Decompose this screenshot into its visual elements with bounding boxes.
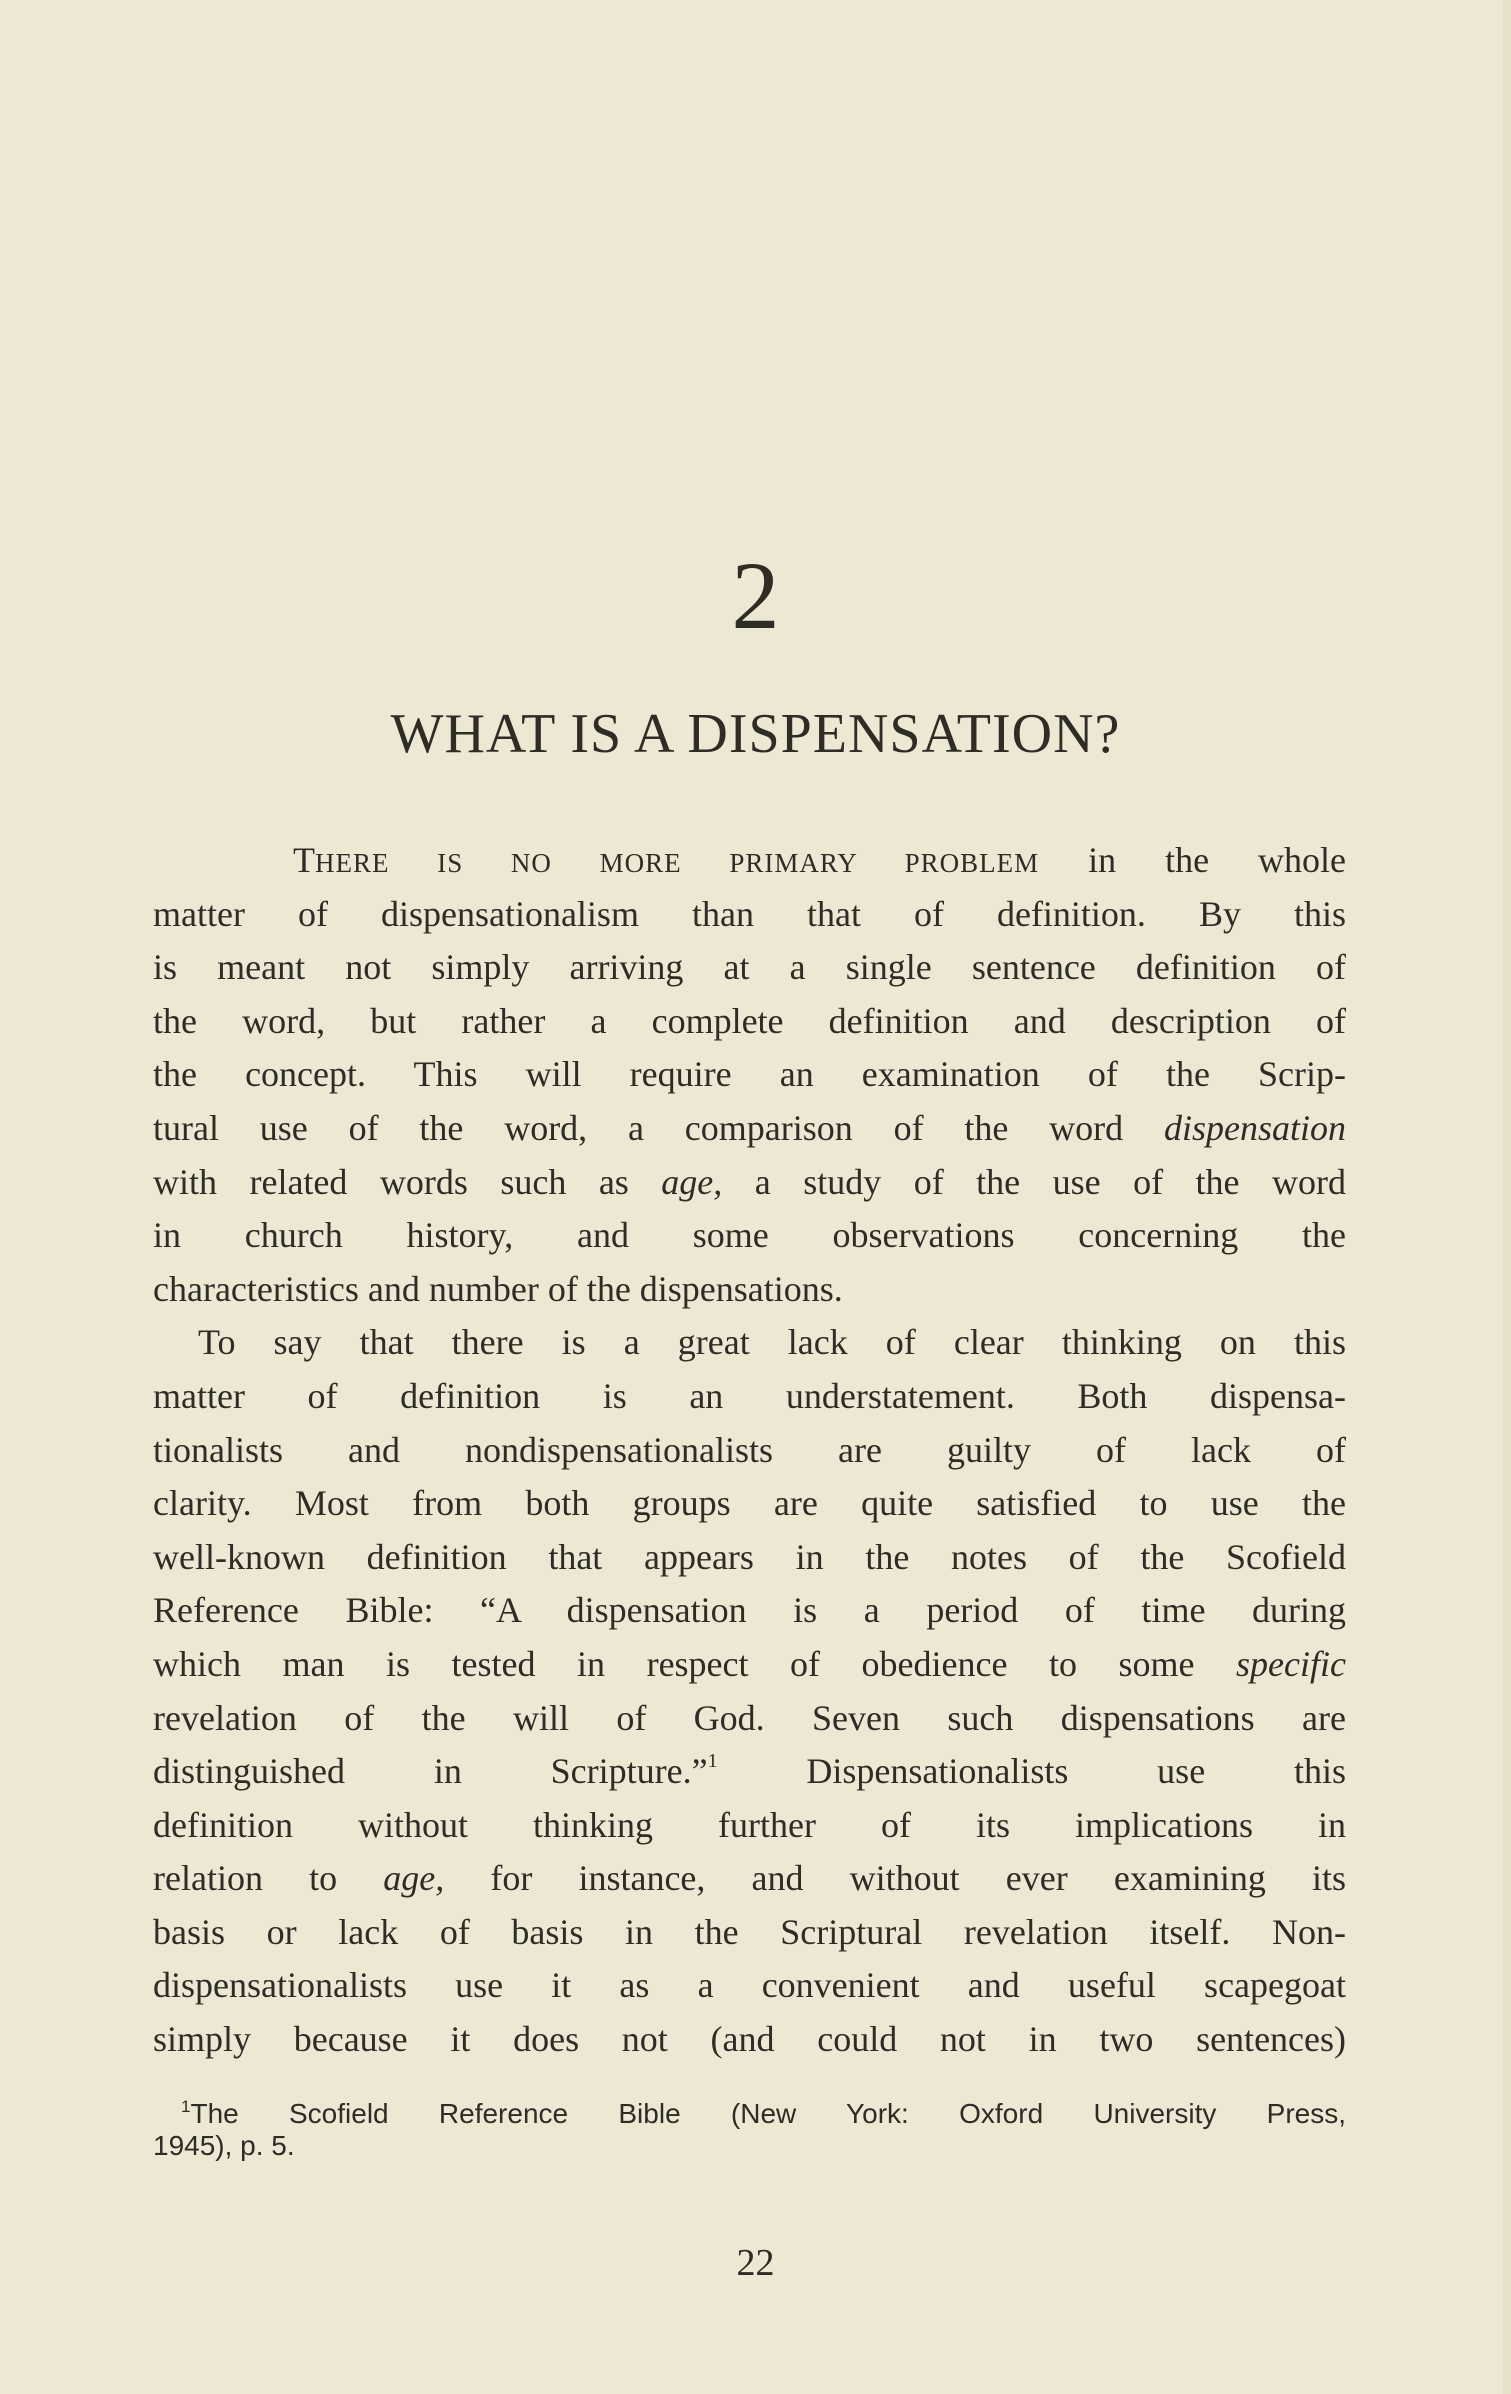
footnote xyxy=(153,2098,1346,2162)
italic-term: specific xyxy=(1236,1643,1346,1684)
body-text xyxy=(153,834,1346,2067)
italic-term: dispensation xyxy=(1163,1107,1346,1148)
text-line: relation to age, for instance, and without ever examining its xyxy=(153,1858,1346,1899)
text-line: distinguished in Scripture.”$^1$ Dispensationalists use this xyxy=(153,1750,1346,1792)
drop-cap: T xyxy=(293,840,315,880)
text-line: matter of definition is an understatement. Both dispensa- xyxy=(153,1375,1346,1416)
text-line: tural use of the word, a comparison of the word dispensation xyxy=(153,1107,1346,1148)
text-line: revelation of the will of God. Seven such dispensations are xyxy=(153,1697,1346,1738)
text-line: the concept. This will require an examination of the Scrip- xyxy=(153,1054,1346,1095)
text-line: characteristics and number of the dispensations. xyxy=(153,1268,843,1309)
chapter-title: WHAT IS A DISPENSATION? xyxy=(390,703,1121,765)
footnote-marker: 1 xyxy=(181,2097,191,2116)
text-line: the word, but rather a complete definition and description of xyxy=(153,1000,1346,1041)
text-line: clarity. Most from both groups are quite satisfied to use the xyxy=(153,1483,1346,1524)
text-line: matter of dispensationalism than that of definition. By this xyxy=(153,893,1346,934)
text-line: which man is tested in respect of obedience to some specific xyxy=(153,1643,1346,1684)
small-caps-lead: HERE IS NO MORE PRIMARY PROBLEM xyxy=(315,848,1040,878)
text-line: THERE IS NO MORE PRIMARY PROBLEM in the whole xyxy=(293,840,1346,880)
text-line: To say that there is a great lack of clear thinking on this xyxy=(198,1322,1346,1363)
page-edge xyxy=(1503,0,1511,2394)
text-line: is meant not simply arriving at a single sentence definition of xyxy=(153,947,1346,988)
italic-term: age, xyxy=(661,1161,723,1202)
text-line: with related words such as age, a study of the use of the word xyxy=(153,1161,1347,1202)
chapter-number: 2 xyxy=(731,542,780,649)
footnote-ref: 1 xyxy=(707,1750,718,1773)
text-line: definition without thinking further of its implications in xyxy=(153,1804,1346,1845)
italic-term: age, xyxy=(383,1858,445,1899)
text-line: basis or lack of basis in the Scriptural revelation itself. Non- xyxy=(153,1911,1346,1952)
text-line: tionalists and nondispensationalists are guilty of lack of xyxy=(153,1429,1346,1470)
footnote-line: 1945), p. 5. xyxy=(153,2130,295,2161)
footnote-line: $^1$The Scofield Reference Bible (New York: Oxford University Press, xyxy=(181,2097,1346,2129)
text-line: Reference Bible: “A dispensation is a period of time during xyxy=(153,1590,1346,1631)
page-number: 22 xyxy=(736,2242,775,2284)
text-line: dispensationalists use it as a convenient and useful scapegoat xyxy=(153,1965,1346,2006)
text-line: well-known definition that appears in the notes of the Scofield xyxy=(153,1536,1346,1577)
text-line: in church history, and some observations concerning the xyxy=(153,1215,1346,1256)
text-line: simply because it does not (and could not in two sentences) xyxy=(153,2019,1346,2060)
